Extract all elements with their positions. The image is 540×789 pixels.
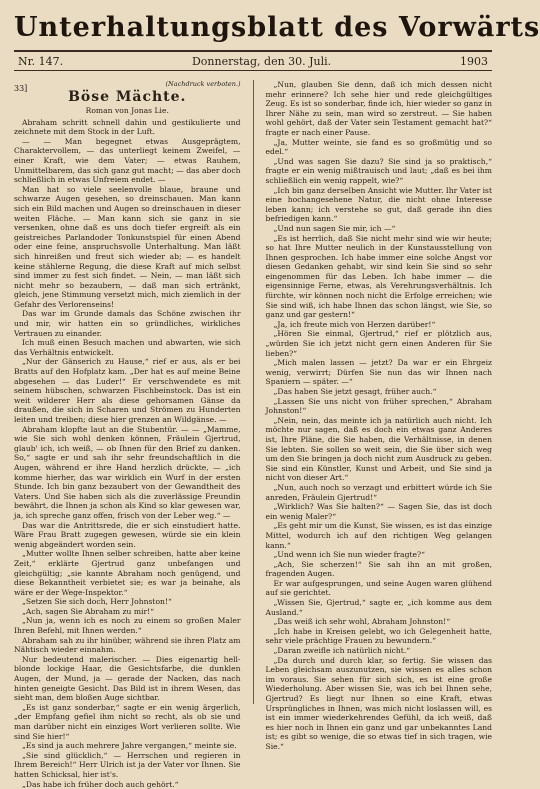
right-column — [265, 80, 493, 751]
paragraph: „Mich malen lassen — jetzt? Da war er ein Ehrgeiz wenig, verwirrt; Dürfen Sie nun das wir Ihnen nach Spaniern — später. —“ — [265, 358, 492, 387]
paragraph: Nur bedeutend malerischer. — Dies eigenartig hell-blonde lockige Haar, die Gesichtsfarbe, die dunklen Augen, der Mund, ja — gerade der Nacken, das nach hinten geneigte Gesicht. Das Bild ist in ihrem Wesen, das sieht man, dem bloßen Auge sichtbar. — [14, 654, 241, 703]
paragraph: „Es sind ja auch mehrere Jahre vergangen,“ meinte sie. — [22, 741, 237, 751]
issue-number: Nr. 147. — [18, 55, 64, 68]
paragraph: „Wissen Sie, Gjertrud,“ sagte er, „ich komme aus dem Ausland.“ — [265, 598, 492, 617]
paragraph: „Das habe ich früher doch auch gehört.“ — [22, 779, 179, 789]
paragraph: „Daran zweifle ich natürlich nicht.“ — [273, 646, 411, 656]
paragraph: „Wirklich? Was Sie halten?“ — Sagen Sie, das ist doch ein wenig Maler?“ — [265, 502, 492, 521]
paragraph: Abraham sah zu ihr hinüber, während sie ihren Platz am Nähtisch wieder einnahm. — [14, 635, 241, 655]
paragraph: „Lassen Sie uns nicht von früher sprechen,“ Abraham Johnston!“ — [265, 396, 492, 416]
paragraph: „Setzen Sie sich doch, Herr Johnston!“ — [22, 597, 172, 607]
paragraph: Er war aufgesprungen, und seine Augen waren glühend auf sie gerichtet. — [265, 578, 492, 598]
paragraph: „Es ist herrlich, daß Sie nicht mehr sind wie wir heute; so hat Ihre Mutter neulich in der Kunstausstellung von Ihnen gesprochen. Ich habe immer eine solche Angst vor diesen Gedanken gehabt, wir sind kein Sie sind so sehr eingenommen für das Leben. Ich habe immer — die eigensinnige Ferne, etwas, als Verehrungsverhältnis. Ich fürchte, wir können noch nicht die Erfolge erreichen; wie Sie sind wiß, ich habe Ihnen das schon längst, wie Sie, so ganz und gar gestern!“ — [265, 233, 492, 320]
paragraph: „Nein, nein, das meinte ich ja natürlich auch nicht. Ich möchte nur sagen, daß es doch ein etwas ganz Anderes ist, Ihre Pläne, die Sie haben, die Verhältnisse, in denen Sie lebten. Sie sollen so weit sein, die Sie über sich weg um den Sie bringen ja doch nicht zum Ausdruck zu geben. Sie sind ein Künstler, Kunst und Arbeit, und Sie sind ja nicht von dieser Art.“ — [265, 415, 492, 483]
paragraph: Das war im Grunde damals das Schöne zwischen ihr und mir, wir hatten ein so gründliches, wirkliches Vertrauen zu einander. — [14, 309, 241, 338]
paragraph: — — Man begegnet etwas Ausgeprägtem, Charaktervollem, — das unterliegt keinem Zweifel, — einer Kraft, wie dem Vater; — etwas Rauhem, Unmittelbarem, das sich ganz gut macht; — das aber doch schließlich in etwas Unfreiem endet. — — [14, 136, 241, 185]
paragraph: „Das weiß ich sehr wohl, Abraham Johnston!“ — [273, 617, 451, 627]
issue-dateline — [14, 50, 492, 71]
paragraph: „Ach, sagen Sie Abraham zu mir!“ — [22, 606, 155, 616]
issue-date: Donnerstag, den 30. Juli. — [191, 55, 332, 68]
paragraph: „Und wenn ich Sie nun wieder fragte?“ — [273, 550, 425, 560]
paragraph: „Es ist ganz sonderbar,“ sagte er ein wenig ärgerlich, „der Empfang gefiel ihm nicht so recht, als ob sie und man darüber nicht ein einziges Wort verlieren sollte. Wie sind Sie hier!“ — [14, 702, 241, 741]
paragraph: „Hören Sie einmal, Gjertrud,“ rief er plötzlich aus, „würden Sie ich jetzt nicht gern einen Anderen für Sie lieben?“ — [265, 329, 492, 358]
reprint-note: (Nachdruck verboten.) — [165, 80, 241, 88]
right-column-body — [266, 80, 493, 752]
paragraph: „Nun, auch noch so verzagt und erbittert würde ich Sie anreden, Fräulein Gjertrud!“ — [265, 482, 492, 502]
story-title: Böse Mächte. — [68, 89, 187, 105]
masthead-title: Unterhaltungsblatt des Vorwärts — [14, 12, 540, 43]
paragraph: „Sie sind glücklich,“ — Herrschen und regieren in Ihrem Bereich!“ Herr Ulrich ist ja der Vater vor Ihnen. Sie hatten Schicksal, hier ist's. — [14, 750, 241, 779]
paragraph: „Da durch und durch klar, so fertig. Sie wissen das Leben gleichsam auszunutzen, sie wissen es alles schon im voraus. Sie sehen für sich sich, es ist eine große Wiederholung. Aber wissen Sie, was ich bei Ihnen sehe, Gjertrud? Es liegt nur Ihnen so eine Kraft, etwas Ursprüngliches in Ihnen, was mich nicht loslassen will, es ist ein immer wiederkehrendes Gefühl, da ich weiß, daß es hier noch in Ihnen ein ganz und gar unbekanntes Land ist; es gibt so wenige, die so etwas tief in sich tragen, wie Sie.“ — [265, 655, 492, 751]
paragraph: „Ich bin ganz derselben Ansicht wie Mutter. Ihr Vater ist eine hochangesehene Natur, die nicht ohne Interesse leben kann; ich verstehe so gut, daß gerade ihn dies befriedigen kann.“ — [265, 185, 492, 224]
paragraph: Man hat so viele seelenvolle blaue, braune und schwarze Augen gesehen, so dreinschauen. Man kann sich ein Bild machen und Augen so dreinschauen in dieser weiten Fläche. — Man kann sich sie ganz in sie versenken, ohne daß es uns doch tiefer ergreift als ein geistreiches Parlandoder Tonkunstspiel für einen Abend oder eine feine, anspruchsvolle Unterhaltung. Man läßt sich hinreißen und freut sich wieder ab; — es handelt keine stählerne Regung, die diese Kraft auf mich selbst sind immer zu fest sich findet. — Nein, — man läßt sich nicht mehr so bezaubern, — daß man sich ertränkt, gleich, jene Stimmung versetzt mich, mich ziemlich in der Gefahr des Verlorenseins! — [14, 184, 241, 309]
paragraph: Ich muß einen Besuch machen und abwarten, wie sich das Verhältnis entwickelt. — [14, 338, 241, 357]
newspaper-page — [14, 8, 540, 789]
column-divider — [253, 80, 254, 704]
paragraph: „Mutter wollte Ihnen selber schreiben, hatte aber keine Zeit,“ erklärte Gjertrud ganz unbefangen und gleichgültig; „sie kannte Abraham noch genügend, und diese Bekanntheit verbietet sie; es war ja beinahe, als wäre er der Wege-Inspektor.“ — [14, 549, 241, 597]
paragraph: „Es geht mir um die Kunst, Sie wissen, es ist das einzige Mittel, wodurch ich auf den richtigen Weg gelangen kann.“ — [265, 521, 492, 550]
story-byline: Roman von Jonas Lie. — [85, 106, 169, 115]
paragraph: Abraham klopfte laut an die Stubentür. — — „Mamme, wie Sie sich wohl denken können, Fräulein Gjertrud, glaub' ich, ich weiß, — ob Ihnen für den Brief zu danken. So,“ sagte er und sah ihr sehr freundschaftlich in die Augen, während er ihre Hand herzlich drückte, — „ich komme hierher, das war wirklich ein Wurf in der ersten Stunde. Ich bin ganz bezaubert von der Gewandtheit des Vaters. Und Sie haben sich als die zuverlässige Freundin bewährt, die Ihnen ja schon als Kind so klar gewesen war, ja, ich spreche ganz offen, frisch von der Leber weg.“ — — [14, 424, 241, 520]
left-column — [14, 80, 241, 789]
paragraph: Das war die Antrittsrede, die er sich einstudiert hatte. Wäre Frau Bratt zugegen gewesen, würde sie ein klein wenig abgeändert worden sein. — [14, 520, 241, 549]
paragraph: „Ja, ich freute mich von Herzen darüber!“ — [273, 319, 436, 329]
paragraph: „Ach, Sie scherzen!“ Sie sah ihn an mit großen, fragenden Augen. — [265, 559, 492, 579]
installment-number: 33] — [14, 84, 28, 93]
paragraph: „Ja, Mutter weinte, sie fand es so großmütig und so edel.“ — [265, 137, 492, 157]
left-column-body — [14, 118, 241, 789]
paragraph: „Ich habe in Kreisen gelebt, wo ich Gelegenheit hatte, sehr viele prächtige Frauen zu bewundern.“ — [265, 626, 492, 646]
paragraph: „Nun, glauben Sie denn, daß ich mich dessen nicht mehr erinnere? Ich sehe hier und rede gleichgültiges Zeug. Es ist so sonderbar, finde ich, hier wieder so ganz in Ihrer Nähe zu sein, man wird so zerstreut. — Sie haben wohl gehört, daß der Vater sein Testament gemacht hat?“ fragte er nach einer Pause. — [265, 80, 492, 137]
issue-year: 1903 — [459, 55, 488, 68]
text-columns — [14, 80, 492, 789]
paragraph: „Nun ja, wenn ich es noch zu einem so großen Maler Ihren Befehl, mit Ihnen werden.“ — [14, 616, 241, 636]
paragraph: Abraham schritt schnell dahin und gestikulierte und zeichnete mit dem Stock in der Luft. — [14, 117, 241, 137]
paragraph: „Und was sagen Sie dazu? Sie sind ja so praktisch,“ fragte er ein wenig mißtrauisch und laut; „daß es bei ihm schließlich ein wenig rappelt, wie?“ — [265, 156, 492, 185]
story-header — [14, 80, 241, 106]
paragraph: „Und nun sagen Sie mir, ich —“ — [273, 223, 396, 233]
paragraph: „Nur der Gänserich zu Hause,“ rief er aus, als er bei Bratts auf den Hofplatz kam. „Der hat es auf meine Beine abgesehen — das Luder!“ Er verschwendete es mit seinem hübschen, schwarzen Fischbeinstock. Das ist ein weit wilderer Herr als diese gehorsamen Gänse da draußen, die sich in Scharen und Strömen zu Hunderten leiten und treiben; diese hier grenzen an Wildgänse. — — [14, 357, 241, 424]
paragraph: „Das haben Sie jetzt gesagt, früher auch.“ — [273, 387, 437, 396]
